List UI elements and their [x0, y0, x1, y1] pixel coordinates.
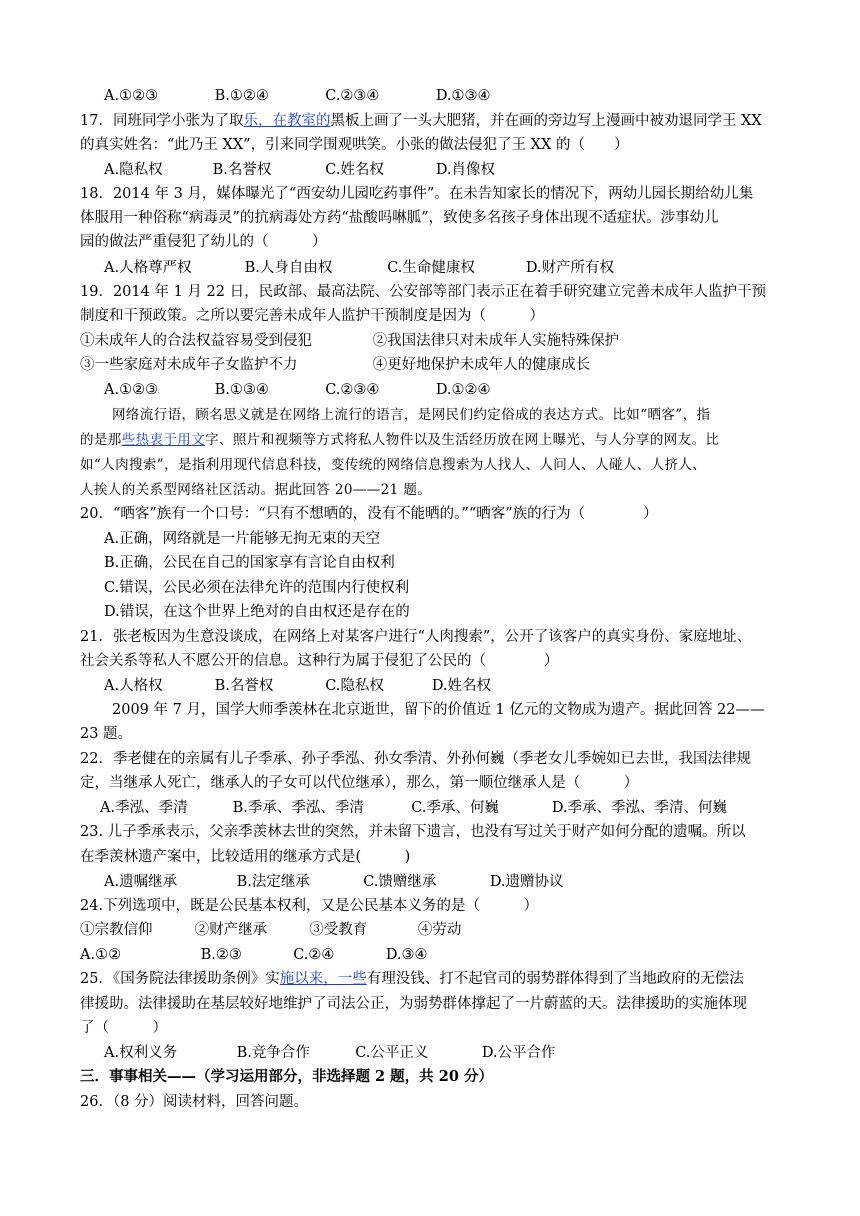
q17-link[interactable]: 乐，在教室的	[243, 113, 331, 129]
q19-option-c: C.②③④	[325, 382, 380, 398]
q19-statement-1: ①未成年人的合法权益容易受到侵犯	[80, 333, 312, 349]
passage1-line-4: 人挨人的关系型网络社区活动。据此回答 20——21 题。	[80, 482, 432, 498]
q22-line-1: 22．季老健在的亲属有儿子季承、孙子季泓、孙女季清、外孙何巍（季老女儿季婉如已去世，我国法律规	[80, 751, 751, 767]
q22-option-b: B.季承、季泓、季清	[232, 800, 364, 816]
q24-statement-1: ①宗教信仰	[80, 922, 153, 938]
q20-line-1: 20．“晒客”族有一个口号：“只有不想晒的，没有不能晒的。”“晒客”族的行为（ ）	[80, 506, 658, 522]
q25-option-d: D.公平合作	[481, 1045, 556, 1061]
q16-options	[104, 84, 824, 108]
q24-option-b: B.②③	[200, 947, 242, 963]
passage1-text-cont: 字、照片和视频等方式将私人物件以及生活经历放在网上曝光、与人分享的网友。比	[205, 432, 720, 448]
q17-option-c: C.姓名权	[325, 162, 384, 178]
q19-statements-1	[80, 329, 800, 353]
q17-options	[104, 158, 824, 182]
q25-line-1	[80, 967, 800, 991]
q22-line-2: 定，当继承人死亡，继承人的子女可以代位继承），那么，第一顺位继承人是（ ）	[80, 775, 639, 791]
q20-option-b: B.正确，公民在自己的国家享有言论自由权利	[104, 555, 395, 571]
q24-line-1: 24.下列选项中，既是公民基本权利，又是公民基本义务的是（ ）	[80, 898, 539, 914]
q19-statement-4: ④更好地保护未成年人的健康成长	[372, 357, 591, 373]
q18-line-1: 18．2014 年 3 月，媒体曝光了“西安幼儿园吃药事件”。在未告知家长的情况下，两幼儿园长期给幼儿集	[80, 186, 754, 202]
passage2-line-1: 2009 年 7 月，国学大师季羡林在北京逝世，留下的价值近 1 亿元的文物成为遗产。据此回答 22——	[112, 702, 765, 718]
q21-line-2: 社会关系等私人不愿公开的信息。这种行为属于侵犯了公民的（ ）	[80, 653, 559, 669]
q19-statement-3: ③一些家庭对未成年子女监护不力	[80, 357, 298, 373]
q23-line-1: 23. 儿子季承表示，父亲季羡林去世的突然，并未留下遗言，也没有写过关于财产如何分配的遗嘱。所以	[80, 824, 746, 840]
q25-line-2: 律援助。法律援助在基层较好地维护了司法公正，为弱势群体撑起了一片蔚蓝的天。法律援助的实施体现	[80, 996, 747, 1012]
q23-option-d: D.遗赠协议	[489, 874, 564, 890]
passage2-line-2: 23 题。	[80, 726, 133, 742]
q19-option-d: D.①②④	[435, 382, 491, 398]
q25-option-a: A.权利义务	[104, 1045, 178, 1061]
q19-option-a: A.①②③	[104, 382, 159, 398]
q23-line-2: 在季羡林遗产案中，比较适用的继承方式是( )	[80, 849, 411, 865]
q25-option-b: B.竞争合作	[236, 1045, 310, 1061]
q24-statement-2: ②财产继承	[194, 922, 268, 938]
q21-options	[104, 674, 824, 698]
q19-options	[104, 378, 824, 402]
q18-option-d: D.财产所有权	[525, 260, 615, 276]
q22-option-a: A.季泓、季清	[100, 800, 188, 816]
q20-option-d: D.错误，在这个世界上绝对的自由权还是存在的	[104, 604, 410, 620]
q17-text: 17．同班同学小张为了取	[80, 113, 244, 129]
q22-options	[100, 796, 820, 820]
q20-option-c: C.错误，公民必须在法律允许的范围内行使权利	[104, 580, 410, 596]
q25-text: 25．《国务院法律援助条例》实	[80, 971, 280, 987]
q17-text-cont: 黑板上画了一头大肥猪，并在画的旁边写上漫画中被劝退同学王 XX	[330, 113, 762, 129]
q21-option-c: C.隐私权	[325, 678, 384, 694]
q18-option-c: C.生命健康权	[387, 260, 475, 276]
q18-line-2: 体服用一种俗称“病毒灵”的抗病毒处方药“盐酸吗啉胍”，致使多名孩子身体出现不适症状。涉事幼儿	[80, 210, 719, 226]
q17-option-b: B.名誉权	[212, 162, 272, 178]
q18-options	[104, 256, 824, 280]
q24-statement-3: ③受教育	[309, 922, 368, 938]
q24-statements	[80, 918, 800, 942]
q19-option-b: B.①③④	[214, 382, 269, 398]
passage1-text: 的是那	[80, 432, 122, 448]
q18-option-b: B.人身自由权	[244, 260, 333, 276]
q17-line-2: 的真实姓名：“此乃王 XX”，引来同学围观哄笑。小张的做法侵犯了王 XX 的（ ）	[80, 137, 629, 153]
q19-line-1: 19．2014 年 1 月 22 日，民政部、最高法院、公安部等部门表示正在着手研究建立完善未成年人监护干预	[80, 284, 767, 300]
q24-option-d: D.③④	[385, 947, 428, 963]
q25-options	[104, 1041, 824, 1065]
passage1-line-2	[80, 428, 800, 452]
q21-option-a: A.人格权	[104, 678, 163, 694]
q24-options	[80, 943, 800, 967]
q25-text-cont: 有理没钱、打不起官司的弱势群体得到了当地政府的无偿法	[366, 971, 744, 987]
q23-option-c: C.馈赠继承	[363, 874, 437, 890]
q16-option-a: A.①②③	[104, 88, 159, 104]
q21-option-d: D.姓名权	[431, 678, 492, 694]
q16-option-d: D.①③④	[435, 88, 491, 104]
q16-option-c: C.②③④	[325, 88, 380, 104]
q25-link[interactable]: 施以来，一些	[279, 971, 367, 987]
passage1-link[interactable]: 些热衷于用文	[121, 432, 206, 448]
q17-line-1	[80, 109, 800, 133]
q25-line-3: 了（ ）	[80, 1020, 167, 1036]
q21-line-1: 21．张老板因为生意没谈成，在网络上对某客户进行“人肉搜索”，公开了该客户的真实身份、家庭地址、	[80, 629, 752, 645]
q23-options	[104, 870, 824, 894]
q18-line-3: 园的做法严重侵犯了幼儿的（ ）	[80, 234, 327, 250]
q22-option-d: D.季承、季泓、季清、何巍	[551, 800, 728, 816]
q22-option-c: C.季承、何巍	[411, 800, 499, 816]
q19-statement-2: ②我国法律只对未成年人实施特殊保护	[372, 333, 620, 349]
q24-statement-4: ④劳动	[417, 922, 462, 938]
q17-option-d: D.肖像权	[435, 162, 496, 178]
q17-option-a: A.隐私权	[104, 162, 163, 178]
passage1-line-3: 如“人肉搜索”，是指利用现代信息科技，变传统的网络信息搜索为人找人、人问人、人碰人、人挤人、	[80, 457, 707, 473]
q16-option-b: B.①②④	[214, 88, 269, 104]
q26-line-1: 26．（8 分）阅读材料，回答问题。	[80, 1094, 309, 1110]
q23-option-b: B.法定继承	[236, 874, 310, 890]
section-3-title: 三．事事相关——（学习运用部分，非选择题 2 题，共 20 分）	[80, 1068, 493, 1085]
q24-option-a: A.①②	[80, 947, 122, 963]
q19-line-2: 制度和干预政策。之所以要完善未成年人监护干预制度是因为（ ）	[80, 308, 544, 324]
q19-statements-2	[80, 353, 800, 377]
q23-option-a: A.遗嘱继承	[104, 874, 178, 890]
q18-option-a: A.人格尊严权	[104, 260, 192, 276]
passage1-line-1: 网络流行语，顾名思义就是在网络上流行的语言，是网民们约定俗成的表达方式。比如“晒客”，指	[112, 407, 711, 423]
q24-option-c: C.②④	[293, 947, 335, 963]
q21-option-b: B.名誉权	[214, 678, 274, 694]
q20-option-a: A.正确，网络就是一片能够无拘无束的天空	[104, 531, 381, 547]
q25-option-c: C.公平正义	[355, 1045, 429, 1061]
